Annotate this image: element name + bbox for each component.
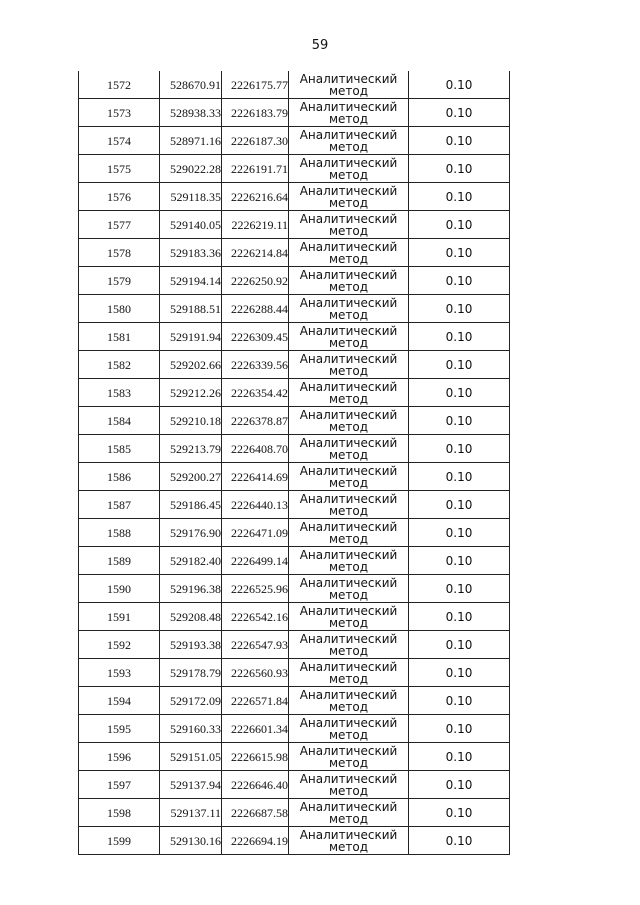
accuracy-cell: 0.10 — [409, 211, 510, 239]
coordinates-table — [78, 71, 510, 855]
x-coordinate-cell: 529022.28 — [160, 155, 222, 183]
method-cell — [289, 211, 409, 239]
y-coordinate-cell: 2226175.77 — [222, 71, 289, 99]
method-line2: метод — [328, 587, 369, 602]
x-coordinate-cell: 529193.38 — [160, 631, 222, 659]
method-line2: метод — [328, 783, 369, 798]
point-number-cell: 1580 — [79, 295, 160, 323]
point-number-cell: 1599 — [79, 827, 160, 855]
table-row — [79, 211, 510, 239]
method-line2: метод — [328, 615, 369, 630]
table-row — [79, 771, 510, 799]
x-coordinate-cell: 529191.94 — [160, 323, 222, 351]
method-line2: метод — [328, 531, 369, 546]
method-cell — [289, 743, 409, 771]
method-line1: Аналитический — [299, 99, 398, 114]
accuracy-cell: 0.10 — [409, 603, 510, 631]
method-line1: Аналитический — [299, 631, 398, 646]
x-coordinate-cell: 529186.45 — [160, 491, 222, 519]
method-line2: метод — [328, 727, 369, 742]
table-row — [79, 799, 510, 827]
accuracy-cell: 0.10 — [409, 379, 510, 407]
table-row — [79, 127, 510, 155]
x-coordinate-cell: 529118.35 — [160, 183, 222, 211]
y-coordinate-cell: 2226471.09 — [222, 519, 289, 547]
method-line2: метод — [328, 251, 369, 266]
method-line1: Аналитический — [299, 239, 398, 254]
y-coordinate-cell: 2226615.98 — [222, 743, 289, 771]
method-line1: Аналитический — [299, 183, 398, 198]
method-line1: Аналитический — [299, 295, 398, 310]
method-cell — [289, 715, 409, 743]
x-coordinate-cell: 529196.38 — [160, 575, 222, 603]
method-line1: Аналитический — [299, 687, 398, 702]
accuracy-cell: 0.10 — [409, 239, 510, 267]
y-coordinate-cell: 2226288.44 — [222, 295, 289, 323]
x-coordinate-cell: 529160.33 — [160, 715, 222, 743]
method-line2: метод — [328, 447, 369, 462]
method-line1: Аналитический — [299, 659, 398, 674]
point-number-cell: 1593 — [79, 659, 160, 687]
table-row — [79, 463, 510, 491]
method-line1: Аналитический — [299, 799, 398, 814]
x-coordinate-cell: 529140.05 — [160, 211, 222, 239]
y-coordinate-cell: 2226525.96 — [222, 575, 289, 603]
y-coordinate-cell: 2226414.69 — [222, 463, 289, 491]
y-coordinate-cell: 2226547.93 — [222, 631, 289, 659]
x-coordinate-cell: 529188.51 — [160, 295, 222, 323]
method-line1: Аналитический — [299, 407, 398, 422]
method-cell — [289, 575, 409, 603]
table-row — [79, 407, 510, 435]
point-number-cell: 1582 — [79, 351, 160, 379]
y-coordinate-cell: 2226687.58 — [222, 799, 289, 827]
accuracy-cell: 0.10 — [409, 827, 510, 855]
point-number-cell: 1589 — [79, 547, 160, 575]
method-cell — [289, 547, 409, 575]
table-row — [79, 155, 510, 183]
x-coordinate-cell: 529210.18 — [160, 407, 222, 435]
y-coordinate-cell: 2226309.45 — [222, 323, 289, 351]
table-row — [79, 743, 510, 771]
point-number-cell: 1591 — [79, 603, 160, 631]
method-line1: Аналитический — [299, 323, 398, 338]
method-line2: метод — [328, 167, 369, 182]
accuracy-cell: 0.10 — [409, 183, 510, 211]
method-line2: метод — [328, 839, 369, 854]
accuracy-cell: 0.10 — [409, 659, 510, 687]
point-number-cell: 1588 — [79, 519, 160, 547]
accuracy-cell: 0.10 — [409, 435, 510, 463]
x-coordinate-cell: 529183.36 — [160, 239, 222, 267]
table-row — [79, 351, 510, 379]
method-line1: Аналитический — [299, 379, 398, 394]
method-cell — [289, 323, 409, 351]
x-coordinate-cell: 529194.14 — [160, 267, 222, 295]
y-coordinate-cell: 2226378.87 — [222, 407, 289, 435]
accuracy-cell: 0.10 — [409, 71, 510, 99]
method-line1: Аналитический — [299, 435, 398, 450]
method-line1: Аналитический — [299, 155, 398, 170]
table-row — [79, 575, 510, 603]
method-line2: метод — [328, 335, 369, 350]
method-line2: метод — [328, 279, 369, 294]
method-cell — [289, 631, 409, 659]
y-coordinate-cell: 2226408.70 — [222, 435, 289, 463]
table-row — [79, 715, 510, 743]
method-cell — [289, 127, 409, 155]
y-coordinate-cell: 2226694.19 — [222, 827, 289, 855]
accuracy-cell: 0.10 — [409, 631, 510, 659]
method-cell — [289, 267, 409, 295]
table-row — [79, 687, 510, 715]
point-number-cell: 1587 — [79, 491, 160, 519]
accuracy-cell: 0.10 — [409, 519, 510, 547]
table-row — [79, 183, 510, 211]
x-coordinate-cell: 529137.94 — [160, 771, 222, 799]
method-cell — [289, 407, 409, 435]
x-coordinate-cell: 529172.09 — [160, 687, 222, 715]
x-coordinate-cell: 529200.27 — [160, 463, 222, 491]
method-line1: Аналитический — [299, 71, 398, 86]
x-coordinate-cell: 529151.05 — [160, 743, 222, 771]
method-line2: метод — [328, 699, 369, 714]
x-coordinate-cell: 528670.91 — [160, 71, 222, 99]
table-row — [79, 379, 510, 407]
y-coordinate-cell: 2226187.30 — [222, 127, 289, 155]
table-row — [79, 491, 510, 519]
point-number-cell: 1585 — [79, 435, 160, 463]
method-line1: Аналитический — [299, 603, 398, 618]
point-number-cell: 1575 — [79, 155, 160, 183]
y-coordinate-cell: 2226499.14 — [222, 547, 289, 575]
point-number-cell: 1576 — [79, 183, 160, 211]
accuracy-cell: 0.10 — [409, 99, 510, 127]
x-coordinate-cell: 529212.26 — [160, 379, 222, 407]
y-coordinate-cell: 2226542.16 — [222, 603, 289, 631]
x-coordinate-cell: 529130.16 — [160, 827, 222, 855]
y-coordinate-cell: 2226214.84 — [222, 239, 289, 267]
y-coordinate-cell: 2226216.64 — [222, 183, 289, 211]
x-coordinate-cell: 529182.40 — [160, 547, 222, 575]
y-coordinate-cell: 2226250.92 — [222, 267, 289, 295]
x-coordinate-cell: 528938.33 — [160, 99, 222, 127]
accuracy-cell: 0.10 — [409, 491, 510, 519]
method-line2: метод — [328, 643, 369, 658]
method-line2: метод — [328, 139, 369, 154]
x-coordinate-cell: 529176.90 — [160, 519, 222, 547]
point-number-cell: 1596 — [79, 743, 160, 771]
method-cell — [289, 687, 409, 715]
table-row — [79, 323, 510, 351]
method-cell — [289, 99, 409, 127]
method-cell — [289, 239, 409, 267]
table-row — [79, 631, 510, 659]
page-number: 59 — [311, 38, 329, 53]
accuracy-cell: 0.10 — [409, 799, 510, 827]
method-line1: Аналитический — [299, 575, 398, 590]
method-cell — [289, 463, 409, 491]
table-row — [79, 603, 510, 631]
x-coordinate-cell: 529178.79 — [160, 659, 222, 687]
table-row — [79, 547, 510, 575]
method-line2: метод — [328, 503, 369, 518]
accuracy-cell: 0.10 — [409, 463, 510, 491]
method-cell — [289, 435, 409, 463]
method-line2: метод — [328, 195, 369, 210]
point-number-cell: 1597 — [79, 771, 160, 799]
method-line1: Аналитический — [299, 491, 398, 506]
method-cell — [289, 295, 409, 323]
accuracy-cell: 0.10 — [409, 351, 510, 379]
accuracy-cell: 0.10 — [409, 295, 510, 323]
point-number-cell: 1586 — [79, 463, 160, 491]
x-coordinate-cell: 529137.11 — [160, 799, 222, 827]
method-cell — [289, 603, 409, 631]
table-row — [79, 827, 510, 855]
method-cell — [289, 351, 409, 379]
x-coordinate-cell: 529202.66 — [160, 351, 222, 379]
method-line1: Аналитический — [299, 715, 398, 730]
point-number-cell: 1574 — [79, 127, 160, 155]
point-number-cell: 1573 — [79, 99, 160, 127]
method-cell — [289, 827, 409, 855]
method-line2: метод — [328, 671, 369, 686]
accuracy-cell: 0.10 — [409, 743, 510, 771]
method-line2: метод — [328, 559, 369, 574]
method-cell — [289, 155, 409, 183]
table-row — [79, 71, 510, 99]
method-line1: Аналитический — [299, 351, 398, 366]
method-cell — [289, 771, 409, 799]
method-line2: метод — [328, 223, 369, 238]
table-row — [79, 99, 510, 127]
method-cell — [289, 379, 409, 407]
y-coordinate-cell: 2226191.71 — [222, 155, 289, 183]
point-number-cell: 1577 — [79, 211, 160, 239]
y-coordinate-cell: 2226646.40 — [222, 771, 289, 799]
point-number-cell: 1584 — [79, 407, 160, 435]
point-number-cell: 1579 — [79, 267, 160, 295]
method-line1: Аналитический — [299, 771, 398, 786]
point-number-cell: 1595 — [79, 715, 160, 743]
accuracy-cell: 0.10 — [409, 127, 510, 155]
x-coordinate-cell: 529208.48 — [160, 603, 222, 631]
y-coordinate-cell: 2226339.56 — [222, 351, 289, 379]
table-row — [79, 267, 510, 295]
method-cell — [289, 71, 409, 99]
method-line2: метод — [328, 755, 369, 770]
point-number-cell: 1583 — [79, 379, 160, 407]
accuracy-cell: 0.10 — [409, 323, 510, 351]
method-line1: Аналитический — [299, 547, 398, 562]
method-line1: Аналитический — [299, 267, 398, 282]
point-number-cell: 1594 — [79, 687, 160, 715]
y-coordinate-cell: 2226571.84 — [222, 687, 289, 715]
method-line1: Аналитический — [299, 211, 398, 226]
table-row — [79, 295, 510, 323]
method-line2: метод — [328, 419, 369, 434]
accuracy-cell: 0.10 — [409, 575, 510, 603]
accuracy-cell: 0.10 — [409, 687, 510, 715]
method-line2: метод — [328, 307, 369, 322]
table-row — [79, 239, 510, 267]
method-cell — [289, 519, 409, 547]
accuracy-cell: 0.10 — [409, 407, 510, 435]
accuracy-cell: 0.10 — [409, 267, 510, 295]
method-line1: Аналитический — [299, 519, 398, 534]
y-coordinate-cell: 2226219.11 — [222, 211, 289, 239]
method-line2: метод — [328, 811, 369, 826]
accuracy-cell: 0.10 — [409, 715, 510, 743]
coordinates-table-body — [79, 71, 510, 855]
method-line2: метод — [328, 363, 369, 378]
table-row — [79, 435, 510, 463]
x-coordinate-cell: 529213.79 — [160, 435, 222, 463]
x-coordinate-cell: 528971.16 — [160, 127, 222, 155]
method-line2: метод — [328, 475, 369, 490]
point-number-cell: 1590 — [79, 575, 160, 603]
method-cell — [289, 183, 409, 211]
method-line2: метод — [328, 111, 369, 126]
point-number-cell: 1598 — [79, 799, 160, 827]
point-number-cell: 1581 — [79, 323, 160, 351]
method-line1: Аналитический — [299, 127, 398, 142]
method-line2: метод — [328, 391, 369, 406]
method-cell — [289, 491, 409, 519]
method-line1: Аналитический — [299, 463, 398, 478]
method-cell — [289, 799, 409, 827]
point-number-cell: 1572 — [79, 71, 160, 99]
accuracy-cell: 0.10 — [409, 771, 510, 799]
y-coordinate-cell: 2226601.34 — [222, 715, 289, 743]
method-line1: Аналитический — [299, 827, 398, 842]
y-coordinate-cell: 2226440.13 — [222, 491, 289, 519]
table-row — [79, 519, 510, 547]
method-line1: Аналитический — [299, 743, 398, 758]
y-coordinate-cell: 2226183.79 — [222, 99, 289, 127]
y-coordinate-cell: 2226560.93 — [222, 659, 289, 687]
method-line2: метод — [328, 83, 369, 98]
accuracy-cell: 0.10 — [409, 155, 510, 183]
point-number-cell: 1592 — [79, 631, 160, 659]
table-row — [79, 659, 510, 687]
accuracy-cell: 0.10 — [409, 547, 510, 575]
point-number-cell: 1578 — [79, 239, 160, 267]
method-cell — [289, 659, 409, 687]
y-coordinate-cell: 2226354.42 — [222, 379, 289, 407]
